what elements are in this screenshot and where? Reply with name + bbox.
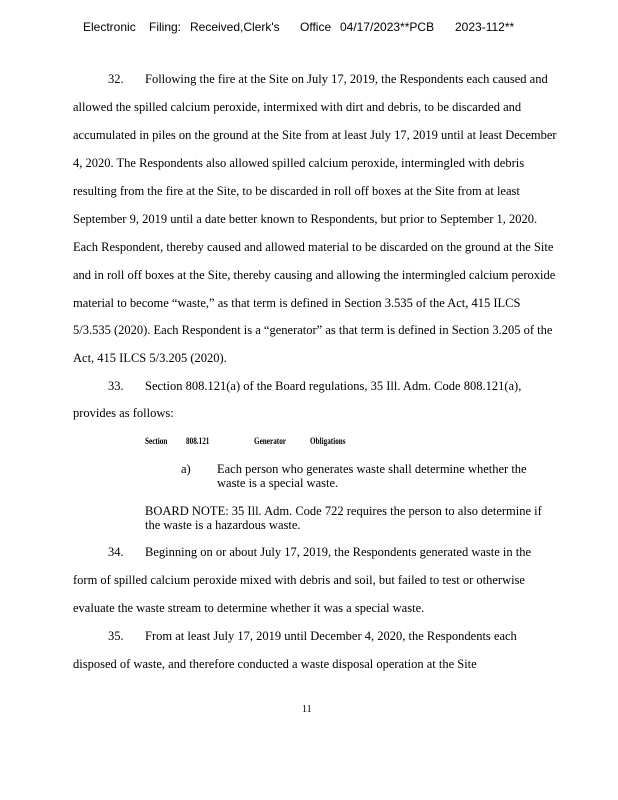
header-office: Office bbox=[300, 20, 332, 34]
para-32-line: September 9, 2019 until a date better known to Respondents, but prior to September 1, 2020. bbox=[73, 212, 538, 226]
regulation-board-note: BOARD NOTE: 35 Ill. Adm. Code 722 requires the person to also determine if bbox=[145, 504, 542, 518]
page-number: 11 bbox=[302, 704, 312, 715]
para-32-line: allowed the spilled calcium peroxide, intermixed with dirt and debris, to be discarded and bbox=[73, 100, 522, 114]
para-34-line: Beginning on or about July 17, 2019, the Respondents generated waste in the bbox=[145, 545, 532, 559]
para-34-line: form of spilled calcium peroxide mixed with debris and soil, but failed to test or otherwise bbox=[73, 573, 525, 587]
para-32-line: resulting from the fire at the Site, to be discarded in roll off boxes at the Site from at least bbox=[73, 184, 520, 198]
para-32-line: 5/3.535 (2020). Each Respondent is a “generator” as that term is defined in Section 3.205 of the bbox=[73, 323, 553, 337]
para-32-number: 32. bbox=[108, 72, 124, 86]
regulation-item-marker: a) bbox=[181, 462, 191, 476]
header-filing: Filing: bbox=[149, 20, 182, 34]
regulation-item-text: Each person who generates waste shall determine whether the bbox=[217, 462, 527, 476]
para-33-line: Section 808.121(a) of the Board regulations, 35 Ill. Adm. Code 808.121(a), bbox=[145, 379, 522, 393]
para-35-number: 35. bbox=[108, 629, 124, 643]
regulation-title-word: Generator bbox=[254, 436, 286, 446]
para-33-number: 33. bbox=[108, 379, 124, 393]
para-34-line: evaluate the waste stream to determine whether it was a special waste. bbox=[73, 601, 425, 615]
filing-header bbox=[0, 20, 618, 36]
para-32-line: material to become “waste,” as that term is defined in Section 3.535 of the Act, 415 ILCS bbox=[73, 296, 521, 310]
para-32-line: Act, 415 ILCS 5/3.205 (2020). bbox=[73, 351, 227, 365]
regulation-section-number: 808.121 bbox=[186, 436, 210, 446]
regulation-item-text: waste is a special waste. bbox=[217, 476, 339, 490]
regulation-section-label: Section bbox=[145, 436, 168, 446]
header-received: Received,Clerk's bbox=[190, 20, 280, 34]
para-32-line: 4, 2020. The Respondents also allowed spilled calcium peroxide, intermingled with debris bbox=[73, 156, 525, 170]
para-32-line: and in roll off boxes at the Site, thereby causing and allowing the intermingled calcium peroxide bbox=[73, 268, 556, 282]
para-35-line: From at least July 17, 2019 until December 4, 2020, the Respondents each bbox=[145, 629, 517, 643]
regulation-title-word: Obligations bbox=[310, 436, 346, 446]
para-34-number: 34. bbox=[108, 545, 124, 559]
para-35-line: disposed of waste, and therefore conducted a waste disposal operation at the Site bbox=[73, 657, 477, 671]
para-32-line: accumulated in piles on the ground at the Site from at least July 17, 2019 until at least December bbox=[73, 128, 557, 142]
header-electronic: Electronic bbox=[83, 20, 136, 34]
para-32-line: Each Respondent, thereby caused and allowed material to be discarded on the ground at the Site bbox=[73, 240, 554, 254]
header-date: 04/17/2023**PCB bbox=[340, 20, 435, 34]
para-32-line: Following the fire at the Site on July 17, 2019, the Respondents each caused and bbox=[145, 72, 548, 86]
header-docket: 2023-112** bbox=[455, 20, 515, 34]
regulation-board-note: the waste is a hazardous waste. bbox=[145, 518, 301, 532]
para-33-line: provides as follows: bbox=[73, 406, 174, 420]
